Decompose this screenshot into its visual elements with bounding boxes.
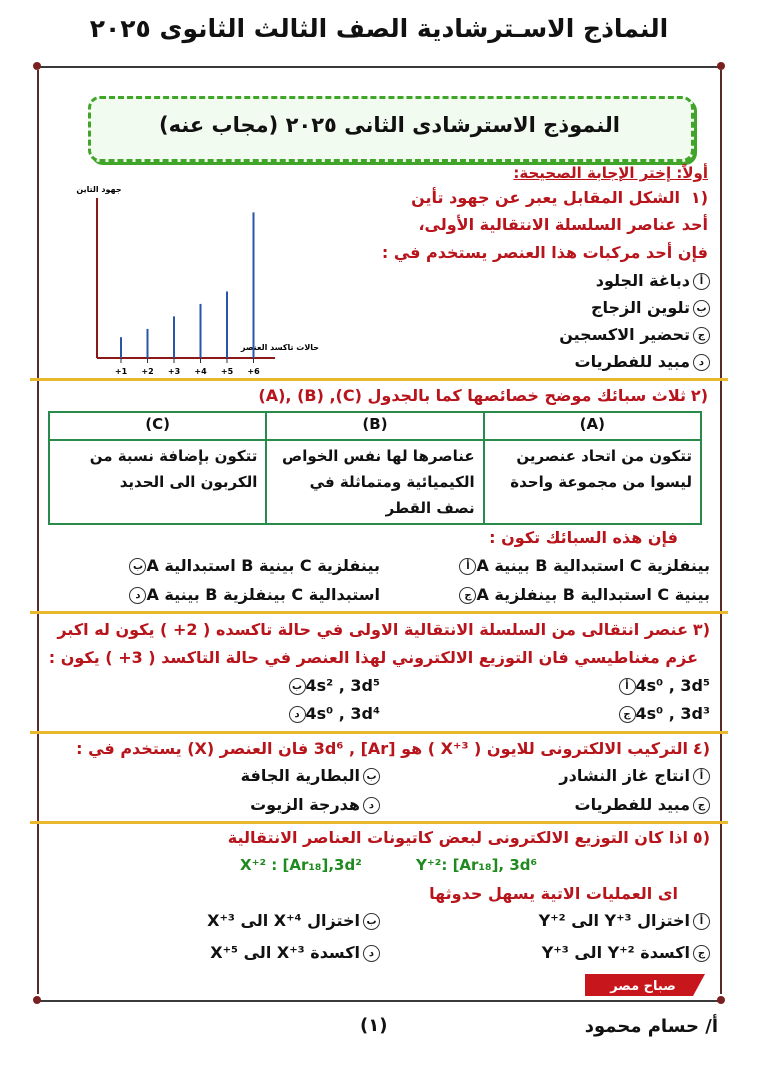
left-border	[37, 70, 39, 994]
logo-text: صباح مصر	[610, 979, 676, 994]
x-tick-label: +2	[141, 367, 154, 376]
option-text: A بينية B استبدالية C بينفلزية	[476, 556, 710, 575]
option-text: دباغة الجلود	[595, 271, 690, 290]
q5-prompt: اى العمليات الاتية يسهل حدوثها	[429, 884, 678, 903]
option-mark: ج	[693, 945, 710, 962]
option-mark: أ	[619, 678, 636, 695]
option-mark: ب	[289, 678, 306, 695]
table-cell: عناصرها لها نفس الخواص الكيميائية ومتماثلة في نصف القطر	[266, 440, 483, 524]
option-text: هدرجة الزيوت	[250, 795, 360, 814]
q4-option[interactable]	[575, 795, 710, 814]
q5-option[interactable]	[210, 943, 380, 962]
q3-option[interactable]	[616, 676, 710, 695]
option-text: انتاج غاز النشادر	[559, 766, 690, 785]
option-mark: ج	[693, 327, 710, 344]
x-axis-label: حالات تاكسد العنصر	[240, 343, 320, 352]
q3-number: ٣)	[692, 620, 710, 639]
ionization-chart	[55, 180, 345, 380]
separator	[30, 378, 728, 381]
option-mark: ب	[129, 558, 146, 575]
q1-option[interactable]	[591, 298, 710, 317]
q3-option[interactable]	[286, 704, 380, 723]
q4-option[interactable]	[250, 795, 380, 814]
option-mark: د	[363, 797, 380, 814]
option-text: 4s⁰ , 3d⁴	[305, 704, 380, 723]
q3-line: عنصر انتقالى من السلسلة الانتقالية الاولى في حالة تاكسده ( 2+ ) يكون له اكبر	[57, 620, 688, 639]
x-tick-label: +4	[194, 367, 207, 376]
corner-dot	[33, 996, 41, 1004]
option-mark: أ	[693, 768, 710, 785]
table-header: (B)	[266, 412, 483, 440]
footer-author: أ/ حسام محمود	[584, 1016, 718, 1037]
option-mark: د	[289, 706, 306, 723]
q2-option[interactable]	[126, 585, 380, 604]
config-y: Y⁺²: [Ar₁₈], 3d⁶	[416, 856, 538, 874]
option-text: تلوين الزجاج	[590, 298, 690, 317]
option-text: 4s⁰ , 3d⁵	[635, 676, 710, 695]
q3-option[interactable]	[286, 676, 380, 695]
option-mark: ب	[693, 300, 710, 317]
option-text: مبيد للفطريات	[574, 352, 690, 371]
config-x: X⁺² : [Ar₁₈],3d²	[240, 856, 362, 874]
q1-option[interactable]	[575, 352, 710, 371]
x-tick-label: +1	[114, 367, 128, 376]
option-text: A استبدالية B بينية C بينفلزية	[146, 556, 380, 575]
bottom-divider	[34, 1000, 724, 1002]
option-mark: أ	[459, 558, 476, 575]
option-text: البطارية الجافة	[240, 766, 360, 785]
q1-line: فإن أحد مركبات هذا العنصر يستخدم في :	[381, 243, 708, 262]
option-mark: د	[363, 945, 380, 962]
q2-option[interactable]	[456, 585, 710, 604]
section-title: أولاً: إختر الإجابة الصحيحة:	[513, 164, 708, 182]
y-axis-label: جهود التاين	[76, 185, 122, 194]
q2-option[interactable]	[456, 556, 710, 575]
page-number: (١)	[360, 1015, 388, 1036]
option-text: اكسدة X⁺³ الى X⁺⁵	[210, 943, 360, 962]
q1-option[interactable]	[559, 325, 710, 344]
option-mark: ج	[693, 797, 710, 814]
q4-option[interactable]	[241, 766, 380, 785]
q4-line: التركيب الالكترونى للايون ( X⁺³ ) هو [Ar] , 3d⁶ فان العنصر (X) يستخدم في :	[76, 739, 688, 758]
option-mark: ب	[363, 913, 380, 930]
top-divider	[34, 66, 724, 68]
x-tick-label: +5	[220, 367, 234, 376]
option-mark: د	[129, 587, 146, 604]
separator	[30, 731, 728, 734]
q1-line: أحد عناصر السلسلة الانتقالية الأولى،	[418, 215, 708, 234]
q2-number: ٢)	[690, 386, 708, 405]
option-mark: ب	[363, 768, 380, 785]
separator	[30, 611, 728, 614]
q2-prompt: فإن هذه السبائك تكون :	[489, 528, 678, 547]
option-text: 4s² , 3d⁵	[305, 676, 380, 695]
q2-option[interactable]	[126, 556, 380, 575]
option-text: A بينفلزية B استبدالية C بينية	[476, 585, 710, 604]
table-header: (C)	[49, 412, 266, 440]
sabah-masr-logo	[585, 974, 705, 996]
option-text: اكسدة Y⁺² الى Y⁺³	[541, 943, 690, 962]
q1-option[interactable]	[596, 271, 710, 290]
table-cell: تتكون من اتحاد عنصرين ليسوا من مجموعة واحدة	[484, 440, 701, 524]
corner-dot	[33, 62, 41, 70]
option-mark: د	[693, 354, 710, 371]
option-text: اختزال X⁺⁴ الى X⁺³	[207, 911, 360, 930]
table-cell: تتكون بإضافة نسبة من الكربون الى الحديد	[49, 440, 266, 524]
corner-dot	[717, 62, 725, 70]
option-text: A بينية B بينفلزية C استبدالية	[146, 585, 380, 604]
option-text: مبيد للفطريات	[574, 795, 690, 814]
q4-option[interactable]	[559, 766, 710, 785]
option-mark: ج	[619, 706, 636, 723]
right-border	[720, 70, 722, 994]
x-tick-label: +3	[167, 367, 181, 376]
q5-number: ٥)	[692, 828, 710, 847]
alloys-table	[48, 411, 702, 525]
q4-number: ٤)	[692, 739, 710, 758]
option-text: تحضير الاكسجين	[559, 325, 690, 344]
q1-line: الشكل المقابل يعبر عن جهود تأين	[411, 188, 680, 207]
header-title: النماذج الاسـترشادية الصف الثالث الثانوى ٢٠٢٥	[89, 14, 669, 43]
q1-number: ١)	[690, 188, 708, 207]
x-tick-label: +6	[247, 367, 260, 376]
table-header: (A)	[484, 412, 701, 440]
option-mark: أ	[693, 913, 710, 930]
q3-line: عزم مغناطيسي فان التوزيع الالكتروني لهذا العنصر في حالة التاكسد ( 3+ ) يكون :	[48, 648, 698, 667]
q3-option[interactable]	[616, 704, 710, 723]
q5-option[interactable]	[542, 943, 710, 962]
exam-title: النموذج الاسترشادى الثانى ٢٠٢٥ (مجاب عنه)	[159, 113, 620, 137]
q5-line: اذا كان التوزيع الالكترونى لبعض كاتيونات العناصر الانتقالية	[227, 828, 688, 847]
option-mark: أ	[693, 273, 710, 290]
option-text: اختزال Y⁺³ الى Y⁺²	[538, 911, 690, 930]
corner-dot	[717, 996, 725, 1004]
q2-intro: (A), (B) ,(C) ثلاث سبائك موضح خصائصها كما بالجدول	[258, 386, 686, 405]
q5-option[interactable]	[539, 911, 710, 930]
q5-option[interactable]	[207, 911, 380, 930]
separator	[30, 821, 728, 824]
option-text: 4s⁰ , 3d³	[635, 704, 710, 723]
option-mark: ج	[459, 587, 476, 604]
